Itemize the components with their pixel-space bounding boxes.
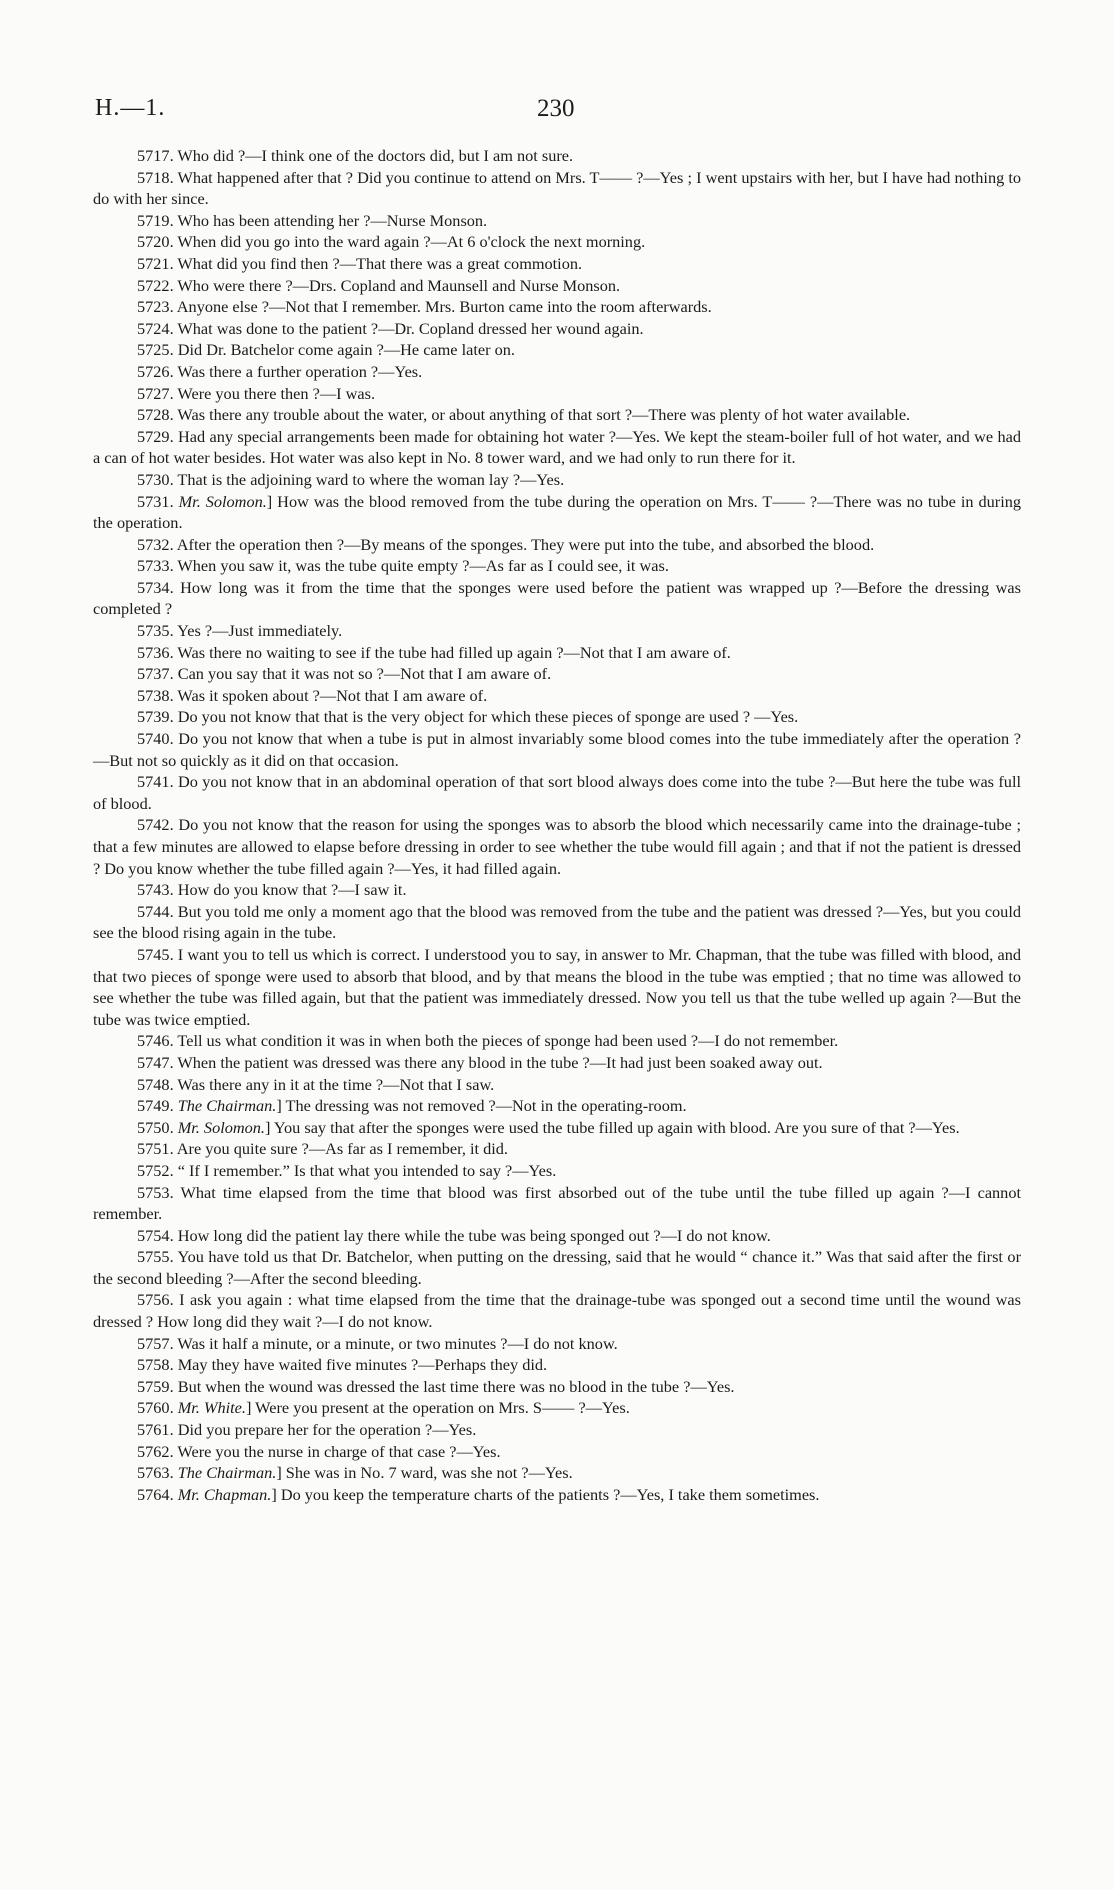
testimony-paragraph: 5717. Who did ?—I think one of the doctors did, but I am not sure. — [137, 146, 574, 165]
testimony-paragraph: 5741. Do you not know that in an abdominal operation of that sort blood always does come into the tube ?—But here the tube was full of blood. — [93, 772, 1021, 813]
testimony-paragraph: 5718. What happened after that ? Did you continue to attend on Mrs. T—— ?—Yes ; I went upstairs with her, but I have had nothing to do with her since. — [93, 167, 1021, 209]
testimony-paragraph — [93, 1095, 1021, 1117]
page-number: 230 — [537, 95, 575, 122]
testimony-paragraph — [93, 1462, 1021, 1484]
testimony-paragraph: 5719. Who has been attending her ?—Nurse Monson. — [137, 210, 488, 230]
testimony-paragraph: 5746. Tell us what condition it was in when both the pieces of sponge had been used ?—I do not remember. — [137, 1031, 839, 1051]
testimony-paragraph: 5743. How do you know that ?—I saw it. — [137, 880, 407, 900]
testimony-paragraph: 5739. Do you not know that that is the very object for which these pieces of sponge are used ? —Yes. — [137, 707, 799, 727]
testimony-paragraph: 5745. I want you to tell us which is correct. I understood you to say, in answer to Mr. Chapman, that the tube was filled with blood, and that two pieces of sponge were used to absorb that blood, and by that means the blood in the tube was emptied ; that no time was allowed to see whether the tube was filled again, but that the patient was immediately dressed. Now you tell us that the tube welled up again ?—But the tube was twice emptied. — [93, 944, 1021, 1029]
testimony-paragraph — [93, 491, 1021, 534]
evidence-text — [93, 145, 1021, 1505]
testimony-paragraph: 5740. Do you not know that when a tube is put in almost invariably some blood comes into the tube immediately after the operation ?—But not so quickly as it did on that occasion. — [93, 729, 1021, 770]
testimony-paragraph: 5723. Anyone else ?—Not that I remember. Mrs. Burton came into the room afterwards. — [137, 297, 712, 317]
testimony-paragraph: 5752. “ If I remember.” Is that what you intended to say ?—Yes. — [137, 1160, 557, 1180]
testimony-paragraph: 5733. When you saw it, was the tube quite empty ?—As far as I could see, it was. — [137, 556, 669, 576]
testimony-text: ] Do you keep the temperature charts of the patients ?—Yes, I take them sometimes. — [271, 1484, 820, 1504]
testimony-paragraph: 5748. Was there any in it at the time ?—Not that I saw. — [137, 1074, 495, 1094]
testimony-paragraph: 5738. Was it spoken about ?—Not that I am aware of. — [137, 685, 488, 705]
testimony-text: ] The dressing was not removed ?—Not in the operating-room. — [276, 1096, 687, 1116]
testimony-paragraph: 5737. Can you say that it was not so ?—Not that I am aware of. — [137, 664, 552, 684]
testimony-paragraph: 5728. Was there any trouble about the water, or about anything of that sort ?—There was plenty of hot water available. — [137, 405, 911, 425]
testimony-paragraph: 5751. Are you quite sure ?—As far as I remember, it did. — [137, 1139, 509, 1159]
testimony-paragraph: 5721. What did you find then ?—That there was a great commotion. — [137, 253, 583, 273]
testimony-text: ] She was in No. 7 ward, was she not ?—Yes. — [276, 1463, 573, 1483]
question-number: 5764. — [137, 1484, 178, 1504]
document-reference: H.—1. — [95, 95, 166, 121]
testimony-paragraph: 5724. What was done to the patient ?—Dr. Copland dressed her wound again. — [137, 318, 644, 338]
testimony-paragraph: 5758. May they have waited five minutes ?—Perhaps they did. — [137, 1355, 548, 1375]
testimony-paragraph — [93, 1484, 1021, 1506]
testimony-paragraph: 5735. Yes ?—Just immediately. — [137, 621, 343, 641]
speaker-name: Mr. Solomon. — [178, 491, 267, 511]
testimony-paragraph: 5722. Who were there ?—Drs. Copland and Maunsell and Nurse Monson. — [137, 275, 621, 295]
testimony-paragraph: 5744. But you told me only a moment ago that the blood was removed from the tube and the patient was dressed ?—Yes, but you could see the blood rising again in the tube. — [93, 901, 1021, 943]
testimony-paragraph: 5742. Do you not know that the reason for using the sponges was to absorb the blood which necessarily came into the drainage-tube ; that a few minutes are allowed to elapse before dressing in order to see whether the tube would fill again ; and that if not the patient is dressed ? Do you know whether the tube filled again ?—Yes, it had filled again. — [93, 815, 1021, 878]
testimony-text: ] Were you present at the operation on Mrs. S—— ?—Yes. — [245, 1398, 630, 1418]
speaker-name: Mr. White. — [177, 1398, 246, 1418]
testimony-paragraph: 5720. When did you go into the ward again ?—At 6 o'clock the next morning. — [137, 232, 646, 252]
testimony-paragraph: 5755. You have told us that Dr. Batchelor, when putting on the dressing, said that he would “ chance it.” Was that said after the first or the second bleeding ?—After the second bleeding. — [93, 1247, 1021, 1288]
testimony-paragraph: 5762. Were you the nurse in charge of that case ?—Yes. — [137, 1441, 501, 1461]
testimony-paragraph: 5732. After the operation then ?—By means of the sponges. They were put into the tube, and absorbed the blood. — [137, 534, 875, 554]
testimony-paragraph: 5729. Had any special arrangements been made for obtaining hot water ?—Yes. We kept the steam-boiler full of hot water, and we had a can of hot water besides. Hot water was also kept in No. 8 tower ward, and we had only to run there for it. — [93, 426, 1021, 468]
speaker-name: The Chairman. — [177, 1463, 277, 1483]
testimony-paragraph: 5759. But when the wound was dressed the last time there was no blood in the tube ?—Yes. — [137, 1376, 735, 1396]
testimony-paragraph: 5727. Were you there then ?—I was. — [137, 383, 376, 403]
testimony-paragraph: 5761. Did you prepare her for the operation ?—Yes. — [137, 1420, 477, 1440]
question-number: 5731. — [137, 491, 179, 511]
testimony-text: ] You say that after the sponges were used the tube filled up again with blood. Are you sure of that ?—Yes. — [265, 1117, 960, 1137]
testimony-paragraph: 5754. How long did the patient lay there while the tube was being sponged out ?—I do not know. — [137, 1225, 771, 1245]
testimony-paragraph: 5734. How long was it from the time that the sponges were used before the patient was wrapped up ?—Before the dressing was completed ? — [93, 577, 1021, 619]
question-number: 5760. — [137, 1398, 178, 1418]
question-number: 5749. — [137, 1096, 178, 1116]
testimony-paragraph: 5747. When the patient was dressed was there any blood in the tube ?—It had just been soaked away out. — [137, 1052, 823, 1072]
testimony-paragraph — [93, 1117, 1021, 1139]
speaker-name: Mr. Solomon. — [177, 1117, 265, 1137]
testimony-paragraph: 5736. Was there no waiting to see if the tube had filled up again ?—Not that I am aware of. — [137, 642, 731, 662]
speaker-name: The Chairman. — [177, 1096, 277, 1116]
testimony-paragraph: 5757. Was it half a minute, or a minute, or two minutes ?—I do not know. — [137, 1333, 618, 1353]
question-number: 5750. — [137, 1117, 178, 1137]
testimony-paragraph: 5756. I ask you again : what time elapsed from the time that the drainage-tube was sponged out a second time until the wound was dressed ? How long did they wait ?—I do not know. — [93, 1290, 1021, 1332]
page-header — [0, 95, 1114, 129]
testimony-paragraph — [93, 1397, 1021, 1419]
speaker-name: Mr. Chapman. — [177, 1484, 272, 1504]
testimony-paragraph: 5753. What time elapsed from the time that blood was first absorbed out of the tube until the tube filled up again ?—I cannot remember. — [93, 1182, 1021, 1224]
testimony-paragraph: 5726. Was there a further operation ?—Yes. — [137, 361, 423, 381]
testimony-paragraph: 5730. That is the adjoining ward to where the woman lay ?—Yes. — [137, 469, 565, 489]
testimony-paragraph: 5725. Did Dr. Batchelor come again ?—He came later on. — [137, 340, 515, 360]
question-number: 5763. — [137, 1463, 178, 1483]
testimony-text: ] How was the blood removed from the tube during the operation on Mrs. T—— ?—There was no tube in during the operation. — [93, 491, 1022, 533]
